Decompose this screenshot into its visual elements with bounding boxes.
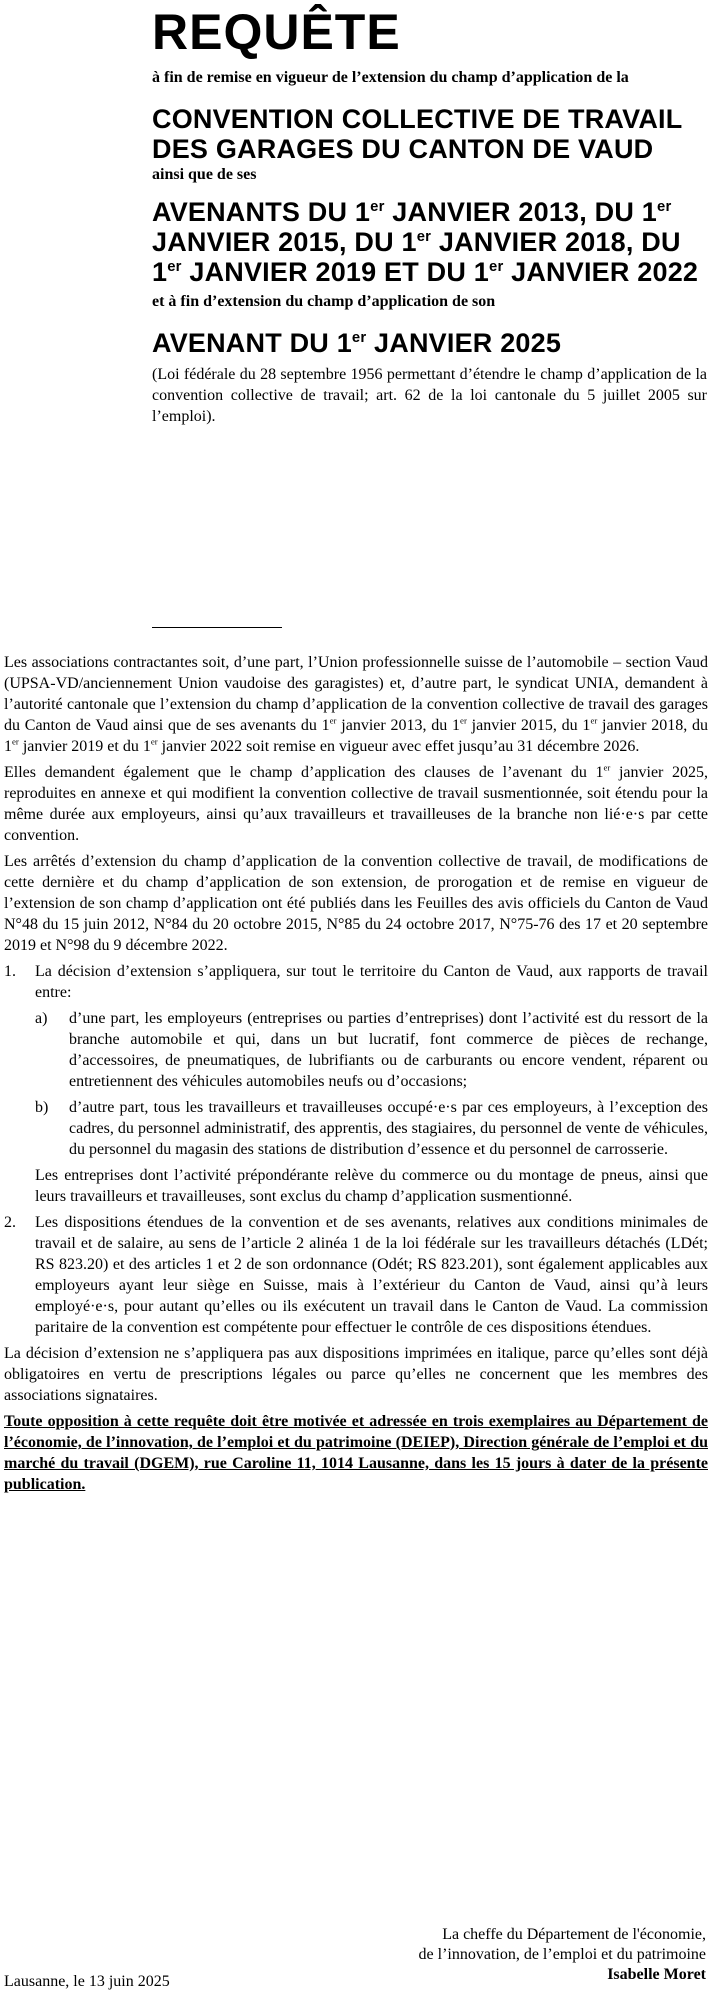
paragraph-italique: La décision d’extension ne s’appliquera pas aux dispositions imprimées en italique, parce qu’elles sont déjà obligatoires en vertu de prescriptions légales ou parce qu’elles ne concernent que les membres des associations signataires. [4, 1345, 708, 1404]
sublist-text: d’une part, les employeurs (entreprises ou parties d’entreprises) dont l’activité est du ressort de la branche automobile et qui, dans un but lucratif, font commerce de pièces de rechange, d’accessoires, de pneumatiques, de lubrifiants ou de carburants ou encore vendent, réparent ou entretiennent des véhicules automobiles neufs ou d’occasions; [69, 1010, 708, 1090]
sublist-label: a) [35, 1010, 48, 1027]
list-item-text: La décision d’extension s’appliquera, sur tout le territoire du Canton de Vaud, aux rapports de travail entre: [35, 963, 708, 1001]
sublist-text: d’autre part, tous les travailleurs et travailleuses occupé·e·s par ces employeurs, à l’exception des cadres, du personnel administratif, des apprentis, des stagiaires, du personnel de vente de véhicules, du personnel du magasin des stations de distribution d’essence et du personnel de carrosserie. [69, 1099, 708, 1158]
separator-line [152, 627, 282, 628]
header-block [152, 0, 707, 427]
list-item-2 [4, 1212, 708, 1338]
signature-block [280, 1925, 706, 1985]
intro-text: à fin de remise en vigueur de l’extension du champ d’application de la [152, 69, 629, 86]
signatory-name: Isabelle Moret [607, 1966, 706, 1983]
paragraph-avenant-2025: Elles demandent également que le champ d’application des clauses de l’avenant du 1er janvier 2025, reproduites en annexe et qui modifient la convention collective de travail susmentionnée, soit étendu pour la même durée aux employeurs, ainsi qu’aux travailleurs et travailleuses de la branche non lié·e·s par cette convention. [4, 762, 709, 844]
body-block [4, 652, 708, 1500]
ainsi-text: ainsi que de ses [152, 166, 257, 183]
avenants-title: AVENANTS DU 1er JANVIER 2013, DU 1er JANVIER 2015, DU 1er JANVIER 2018, DU 1er JANVIER 2019 ET DU 1er JANVIER 2022 [152, 197, 699, 287]
legal-note: (Loi fédérale du 28 septembre 1956 permettant d’étendre le champ d’application de la convention collective de travail; art. 62 de la loi cantonale du 5 juillet 2005 sur l’emploi). [152, 366, 707, 425]
sublist-label: b) [35, 1099, 49, 1116]
signature-line-1: La cheffe du Département de l'économie, [442, 1926, 706, 1943]
extension-line: et à fin d’extension du champ d’application de son [152, 293, 496, 310]
sublist [4, 1008, 708, 1207]
paragraph-associations: Les associations contractantes soit, d’une part, l’Union professionnelle suisse de l’automobile – section Vaud (UPSA-VD/anciennement Union vaudoise des garagistes) et, d’autre part, le syndicat UNIA, demandent à l’autorité cantonale que l’extension du champ d’application de la convention collective de travail des garages du Canton de Vaud ainsi que de ses avenants du 1er janvier 2013, du 1er janvier 2015, du 1er janvier 2018, du 1er janvier 2019 et du 1er janvier 2022 soit remise en vigueur avec effet jusqu’au 31 décembre 2026. [4, 654, 709, 755]
opposition-notice: Toute opposition à cette requête doit être motivée et adressée en trois exemplaires au Département de l’économie, de l’innovation, de l’emploi et du patrimoine (DEIEP), Direction générale de l’emploi et du marché du travail (DGEM), rue Caroline 11, 1014 Lausanne, dans les 15 jours à dater de la présente publication. [4, 1413, 708, 1493]
document-title: REQUÊTE [152, 4, 401, 60]
list-number: 2. [4, 1214, 16, 1231]
paragraph-arretes: Les arrêtés d’extension du champ d’application de la convention collective de travail, de modifications de cette dernière et du champ d’application de son extension, de prorogation et de remise en vigueur de l’extension de son champ d’application ont été publiés dans les Feuilles des avis officiels du Canton de Vaud N°48 du 15 juin 2012, N°84 du 20 octobre 2015, N°85 du 24 octobre 2017, N°75-76 des 17 et 20 septembre 2019 et N°98 du 9 décembre 2022. [4, 853, 708, 954]
place-date: Lausanne, le 13 juin 2025 [4, 1973, 170, 1990]
avenant-2025-title: AVENANT DU 1er JANVIER 2025 [152, 328, 562, 358]
list-item-1 [4, 961, 708, 1003]
convention-title: CONVENTION COLLECTIVE DE TRAVAIL DES GARAGES DU CANTON DE VAUD [152, 104, 682, 164]
list-item-text: Les dispositions étendues de la convention et de ses avenants, relatives aux conditions minimales de travail et de salaire, au sens de l’article 2 alinéa 1 de la loi fédérale sur les travailleurs détachés (LDét; RS 823.20) et des articles 1 et 2 de son ordonnance (Odét; RS 823.201), sont également applicables aux employeurs ayant leur siège en Suisse, mais à l’extérieur du Canton de Vaud, ainsi qu’à leurs employé·e·s, pour autant qu’elles ou ils exécutent un travail dans le Canton de Vaud. La commission paritaire de la convention est compétente pour effectuer le contrôle de ces dispositions étendues. [35, 1214, 708, 1336]
sublist-item-b [35, 1097, 708, 1160]
sublist-item-a [35, 1008, 708, 1092]
signature-line-2: de l’innovation, de l’emploi et du patrimoine [418, 1946, 706, 1963]
list-number: 1. [4, 963, 16, 980]
exclusion-paragraph: Les entreprises dont l’activité prépondérante relève du commerce ou du montage de pneus, ainsi que leurs travailleurs et travailleuses, sont exclus du champ d’application susmentionné. [35, 1167, 708, 1205]
